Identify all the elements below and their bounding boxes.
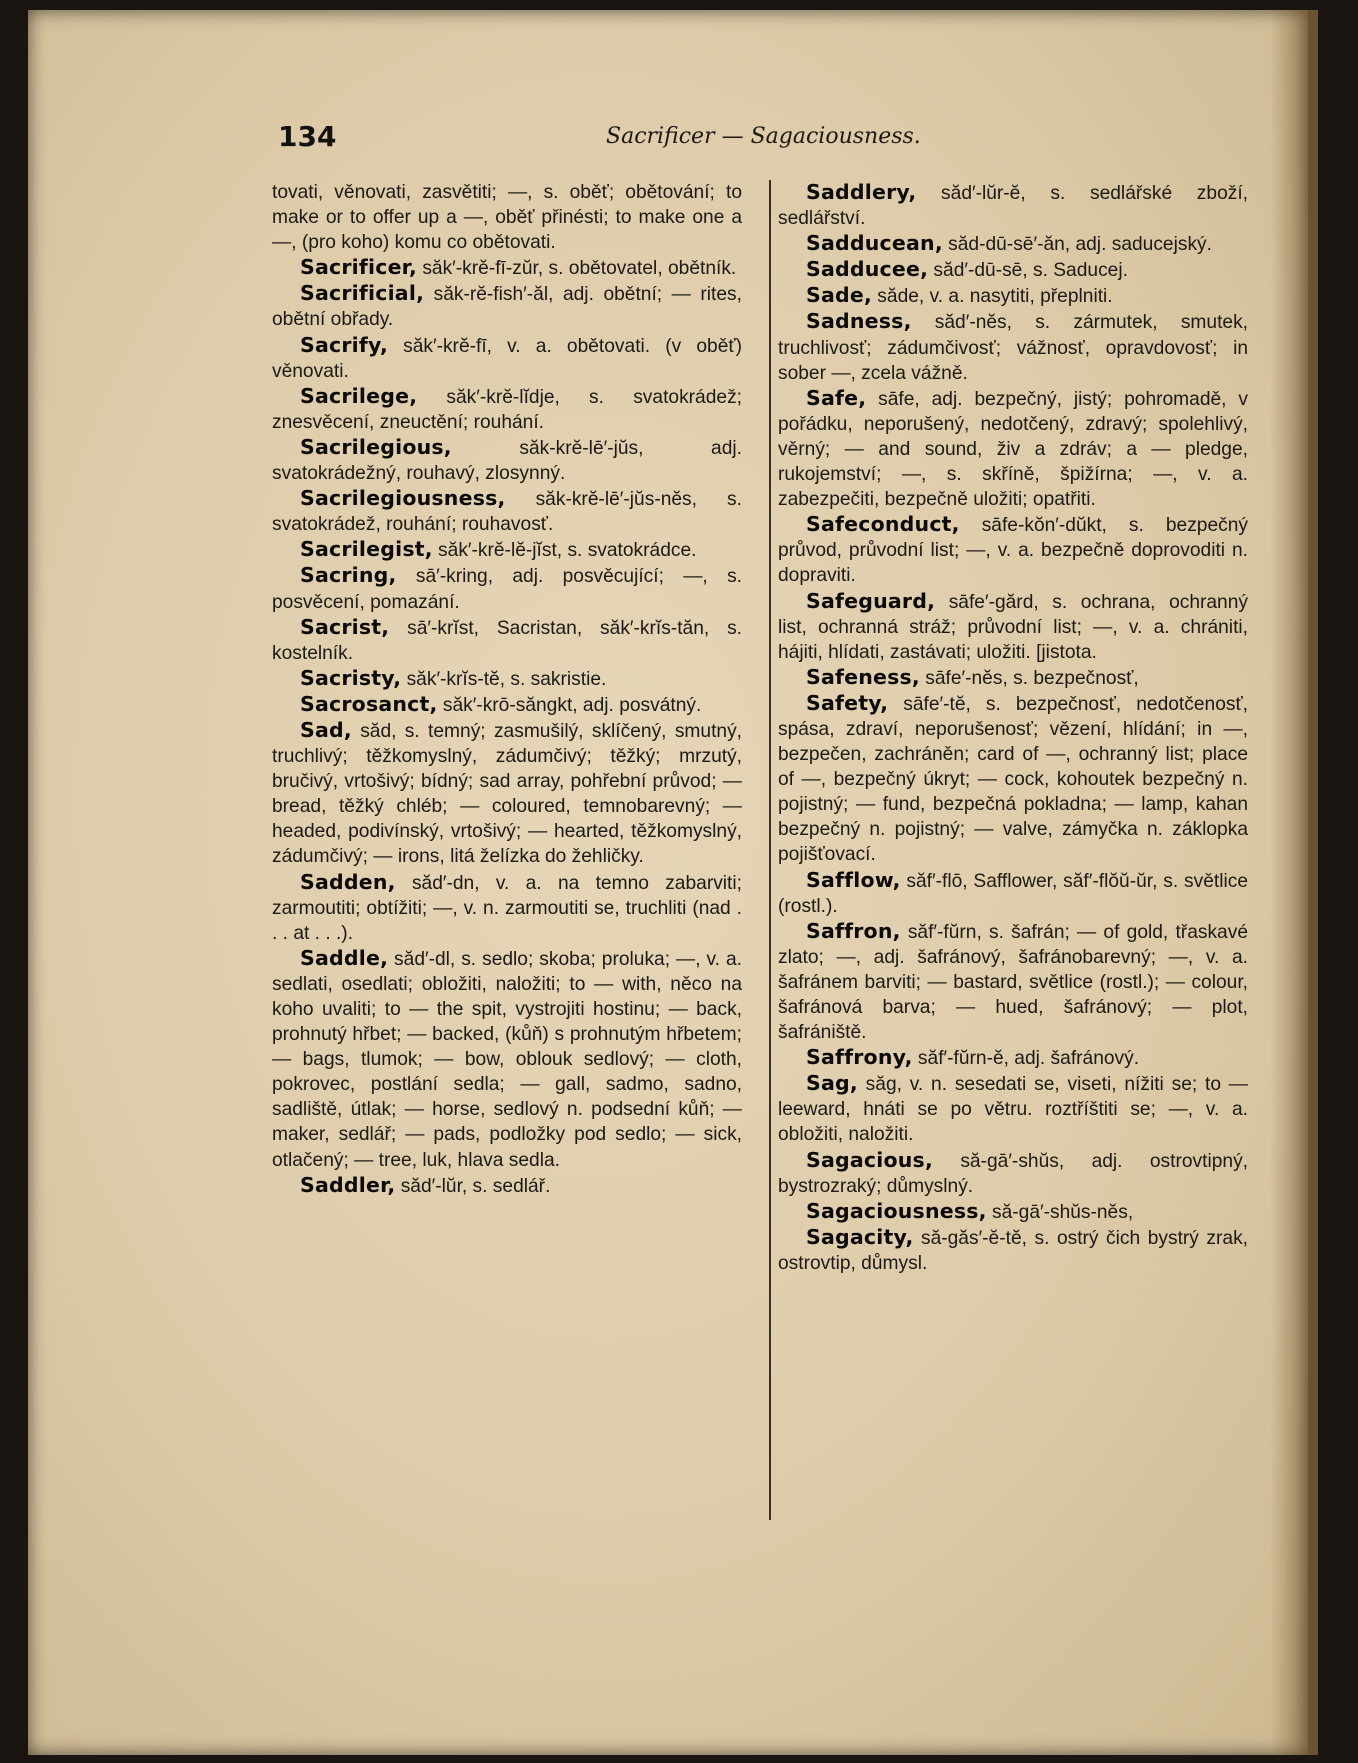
dictionary-entry [272,563,742,614]
dictionary-entry [778,589,1248,665]
dictionary-entry [272,615,742,666]
entry-headword: Sacrificer, [300,255,417,280]
entry-headword: Safflow, [806,867,901,892]
entry-definition: săk′-krĕ-fī, v. a. obětovati. (v oběť) věnovati. [272,335,742,382]
dictionary-page [28,10,1318,1755]
entry-headword: Safe, [806,385,867,410]
dictionary-entry [272,718,742,870]
dictionary-entry [778,665,1248,691]
entry-headword: Sacrosanct, [300,691,438,716]
entry-headword: Sag, [806,1071,858,1096]
entry-headword: Sacrify, [300,332,388,357]
entry-definition: săd′-dl, s. sedlo; skoba; proluka; —, v. a. sedlati, osedlati; obložiti, naložiti; to — with, něco na koho uvaliti; to — the spit, vystrojiti hostinu; — back, prohnutý hřbet; — backed, (kůň) s prohnutým hřbetem; — bags, tlumok; — bow, oblouk sedlový; — cloth, pokrovec, postlání sedla; — gall, sadmo, sadno, sadliště, útlak; — horse, sedlový n. podsední kůň; — maker, sedlář; — pads, podložky pod sedlo; — sick, otlačený; — tree, luk, hlava sedla. [272,948,742,1171]
entry-definition: săd, s. temný; zasmušilý, sklíčený, smutný, truchlivý; těžkomyslný, zádumčivý; těžký; mrzutý, bručivý, vrtošivý; bídný; sad array, pohřební průvod; — bread, těžký chléb; — coloured, temnobarevný; — headed, podivínský, vrtošivý; — hearted, těžkomyslný, zádumčivý; — irons, litá želízka do žehličky. [272,720,742,868]
left-column [272,180,742,1199]
entry-definition: săk′-krĕ-lĭdje, s. svatokrádež; znesvěcení, zneuctění; rouhání. [272,386,742,433]
column-divider [769,180,771,1520]
entry-headword: Sacrilegist, [300,537,433,562]
dictionary-entry [272,666,742,692]
entry-headword: Sagaciousness, [806,1198,987,1223]
dictionary-entry [778,1071,1248,1147]
entry-headword: Sagacity, [806,1224,914,1249]
entry-headword: Safeconduct, [806,512,960,537]
dictionary-entry [272,692,742,718]
entry-headword: Sadducee, [806,257,929,282]
entry-headword: Sadducean, [806,231,943,256]
entry-definition: sā′-kring, adj. posvěcující; —, s. posvěcení, pomazání. [272,566,742,613]
dictionary-entry [272,486,742,537]
entry-definition: să-gā′-shŭs-nĕs, [986,1201,1134,1223]
right-column [778,180,1248,1276]
page-spine-shadow [1270,10,1308,1755]
page-header [278,120,978,164]
dictionary-entry [778,180,1248,231]
dictionary-entry [778,1045,1248,1071]
entry-definition: săg, v. n. sesedati se, viseti, nížiti se; to — leeward, hnáti se po větru. roztříštiti se; —, v. a. obložiti, naložiti. [778,1074,1248,1146]
entry-headword: Saffron, [806,918,901,943]
entry-definition: săd′-dū-sē, s. Saducej. [928,260,1128,282]
dictionary-entry [778,283,1248,309]
entry-headword: Sade, [806,283,872,308]
entry-definition: sāfe′-tĕ, s. bezpečnosť, nedotčenosť, spása, zdraví, neporušenosť; vězení, hlídání; in —, bezpečen, zachráněn; card of —, ochranný list; place of —, bezpečný úkryt; — cock, kohoutek bezpečný n. pojistný; — fund, bezpečná pokladna; — lamp, kahan bezpečný n. pojistný; — valve, zámyčka n. záklopka pojišťovací. [778,693,1248,866]
dictionary-entry [778,309,1248,385]
entry-headword: Sad, [300,717,352,742]
entry-definition: sāfe′-nĕs, s. bezpečnosť, [919,667,1139,689]
entry-headword: Sadness, [806,309,912,334]
dictionary-entry [272,281,742,332]
entry-headword: Sacrilege, [300,383,418,408]
entry-headword: Saffrony, [806,1045,913,1070]
dictionary-entry [778,868,1248,919]
entry-definition: săd-dū-sē′-ăn, adj. saducejský. [942,234,1212,256]
dictionary-entry [272,435,742,486]
dictionary-entry [778,512,1248,588]
dictionary-entry [272,537,742,563]
entry-definition: săd′-dn, v. a. na temno zabarviti; zarmoutiti; obtížiti; —, v. n. zarmoutiti se, truchliti (nad . . . at . . .). [272,872,742,944]
entry-definition: săk-rĕ-fish′-ăl, adj. obětní; — rites, obětní obřady. [272,284,742,331]
entry-definition: săd′-lŭr-ĕ, s. sedlářské zboží, sedlářství. [778,183,1248,230]
entry-definition: săk-krĕ-lē′-jŭs, adj. svatokrádežný, rouhavý, zlosynný. [272,437,742,485]
dictionary-entry [778,1225,1248,1276]
dictionary-entry [778,231,1248,257]
entry-headword: Sacristy, [300,665,402,690]
entry-definition: tovati, věnovati, zasvětiti; —, s. oběť; obětování; to make or to offer up a —, oběť přinésti; to make one a —, (pro koho) komu co obětovati. [272,182,742,254]
entry-definition: săk′-krō-săngkt, adj. posvátný. [437,694,702,716]
entry-definition: săde, v. a. nasytiti, přeplniti. [871,286,1113,308]
dictionary-entry [272,384,742,435]
page-number: 134 [278,120,337,153]
entry-definition: să-gā′-shŭs, adj. ostrovtipný, bystrozraký; důmyslný. [778,1150,1248,1197]
entry-definition: sā′-krĭst, Sacristan, săk′-krĭs-tăn, s. kostelník. [272,617,742,664]
entry-definition: săk-krĕ-lē′-jŭs-nĕs, s. svatokrádež, rouhání; rouhavosť. [272,489,742,536]
entry-definition: săf′-fŭrn-ĕ, adj. šafránový. [912,1048,1140,1070]
entry-headword: Saddler, [300,1172,396,1197]
entry-headword: Safeguard, [806,588,936,613]
dictionary-entry [272,946,742,1173]
entry-headword: Sacrificial, [300,281,425,306]
dictionary-entry [272,1173,742,1199]
dictionary-entry [778,1199,1248,1225]
running-head: Sacrificer — Sagaciousness. [606,124,921,149]
dictionary-entry [272,870,742,946]
entry-headword: Sacrilegiousness, [300,486,506,511]
entry-headword: Safety, [806,690,889,715]
dictionary-entry [272,255,742,281]
entry-definition: săk′-krĕ-lĕ-jĭst, s. svatokrádce. [432,540,697,562]
dictionary-entry [272,333,742,384]
entry-headword: Safeness, [806,664,920,689]
dictionary-entry [778,1148,1248,1199]
dictionary-entry [272,180,742,255]
entry-definition: săf′-flō, Safflower, săf′-flŏŭ-ŭr, s. světlice (rostl.). [778,870,1248,917]
entry-definition: sāfe′-gărd, s. ochrana, ochranný list, ochranná stráž; průvodní list; —, v. a. chrániti, hájiti, hlídati, zastávati; uložiti. [jistota. [778,591,1248,663]
entry-definition: săd′-lŭr, s. sedlář. [395,1175,551,1197]
entry-definition: săk′-krĕ-fī-zŭr, s. obětovatel, obětník. [416,258,737,280]
dictionary-entry [778,386,1248,512]
entry-definition: săk′-krĭs-tĕ, s. sakristie. [401,668,607,690]
entry-headword: Sacrist, [300,614,390,639]
entry-headword: Saddlery, [806,180,917,204]
entry-headword: Sadden, [300,869,396,894]
dictionary-entry [778,691,1248,868]
entry-definition: să-găs′-ĕ-tĕ, s. ostrý čich bystrý zrak, ostrovtip, důmysl. [778,1227,1248,1274]
entry-definition: sāfe-kŏn′-dŭkt, s. bezpečný průvod, průvodní list; —, v. a. bezpečně doprovoditi n. dopraviti. [778,515,1248,587]
entry-definition: săd′-nĕs, s. zármutek, smutek, truchlivosť; zádumčivosť; vážnosť, opravdovosť; in sober —, zcela vážně. [778,312,1248,384]
entry-definition: săf′-fŭrn, s. šafrán; — of gold, třaskavé zlato; —, adj. šafránový, šafránobarevný; —, v. a. šafránem barviti; — bastard, světlice (rostl.); — colour, šafránová barva; — hued, šafránový; — plot, šafrániště. [778,921,1248,1044]
dictionary-entry [778,257,1248,283]
entry-headword: Sagacious, [806,1147,933,1172]
entry-headword: Sacrilegious, [300,434,452,459]
dictionary-entry [778,919,1248,1045]
entry-headword: Sacring, [300,563,397,588]
entry-headword: Saddle, [300,945,389,970]
entry-definition: sāfe, adj. bezpečný, jistý; pohromadě, v pořádku, neporušený, nedotčený, zdravý; spolehlivý, věrný; — and sound, živ a zdráv; a — pledge, rukojemství; —, s. skříně, špižírna; —, v. a. zabezpečiti, bezpečně uložiti; opatřiti. [778,388,1248,511]
